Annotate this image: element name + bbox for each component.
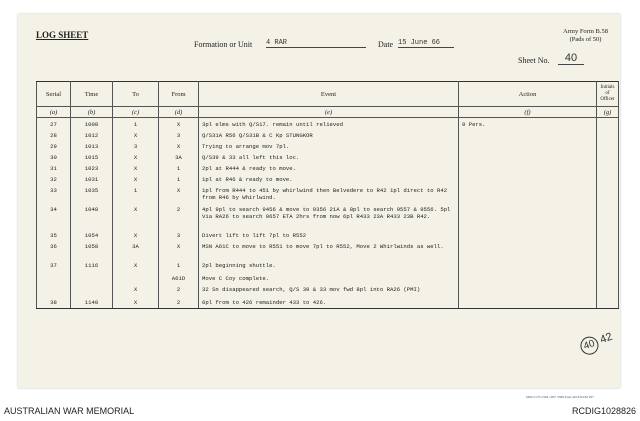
cell-serial: 36 [37, 240, 71, 259]
cell-time: 1031 [71, 173, 113, 184]
table-row [37, 118, 619, 129]
cell-time: 1008 [71, 118, 113, 129]
cell-time: 1058 [71, 240, 113, 259]
col-header-to: To [113, 82, 159, 107]
cell-action [459, 151, 597, 162]
col-header-event: Event [199, 82, 459, 107]
cell-time: 1023 [71, 162, 113, 173]
cell-time: 1015 [71, 151, 113, 162]
cell-time: 1054 [71, 229, 113, 240]
cell-event: Divert lift to lift 7pl to R552 [199, 229, 459, 240]
cell-event: 32 Sn disappeared search, Q/S 39 & 33 mov fwd 8pl into RA26 (PMI) [199, 283, 459, 296]
cell-time [71, 283, 113, 296]
form-reference [563, 28, 608, 44]
cell-event: 6pl from to 426 remainder 433 to 426. [199, 296, 459, 309]
table-row [37, 151, 619, 162]
circled-number: 40 [578, 334, 601, 357]
cell-to: X [113, 283, 159, 296]
cell-serial [37, 272, 71, 283]
cell-serial: 27 [37, 118, 71, 129]
date-label: Date [378, 40, 394, 49]
cell-to: 1 [113, 118, 159, 129]
cell-action [459, 259, 597, 272]
cell-from: 3A [159, 151, 199, 162]
col-letter: (c) [113, 107, 159, 118]
log-body [37, 118, 619, 309]
cell-action [459, 140, 597, 151]
cell-event: 2pl at R444 & ready to move. [199, 162, 459, 173]
cell-time: 1012 [71, 129, 113, 140]
table-row [37, 173, 619, 184]
cell-to: X [113, 203, 159, 229]
col-letter: (f) [459, 107, 597, 118]
cell-action [459, 173, 597, 184]
cell-action [459, 296, 597, 309]
cell-initials [597, 151, 619, 162]
col-header-from: From [159, 82, 199, 107]
col-letter: (e) [199, 107, 459, 118]
cell-serial: 31 [37, 162, 71, 173]
cell-serial [37, 283, 71, 296]
cell-serial: 32 [37, 173, 71, 184]
cell-to: X [113, 162, 159, 173]
cell-from: 3 [159, 229, 199, 240]
cell-event: Q/S31A R56 Q/S31B & C Kp STUNGKOR [199, 129, 459, 140]
cell-to [113, 272, 159, 283]
log-sheet [18, 14, 620, 399]
cell-action [459, 283, 597, 296]
handwritten-annotation [578, 329, 615, 357]
log-table [36, 81, 619, 309]
table-row [37, 259, 619, 272]
cell-event: 4pl 9pl to search 9456 & move to 9356 21A & 8pl to search 9557 & 9556. 5pl Via RA26 to search 9657 ETA 2hrs from now 6pl R433 23A R433 23B R42. [199, 203, 459, 229]
sheet-no-label: Sheet No. [518, 56, 550, 65]
table-row [37, 203, 619, 229]
cell-serial: 33 [37, 184, 71, 203]
cell-initials [597, 203, 619, 229]
cell-from: A61D [159, 272, 199, 283]
cell-initials [597, 296, 619, 309]
table-row [37, 140, 619, 151]
cell-initials [597, 259, 619, 272]
cell-initials [597, 173, 619, 184]
cell-from: X [159, 240, 199, 259]
cell-to: 3 [113, 140, 159, 151]
cell-from: 2 [159, 296, 199, 309]
col-header-serial: Serial [37, 82, 71, 107]
cell-event: Move C Coy complete. [199, 272, 459, 283]
col-header-initials: Initials of Officer [597, 82, 619, 107]
cell-event: MSN A61C to move to R551 to move 7pl to R552, Move 2 Whirlwinds as well. [199, 240, 459, 259]
cell-serial: 37 [37, 259, 71, 272]
cell-action: 9 Pers. [459, 118, 597, 129]
cell-event: Trying to arrange mov 7pl. [199, 140, 459, 151]
cell-time: 1048 [71, 203, 113, 229]
col-header-action: Action [459, 82, 597, 107]
cell-action [459, 129, 597, 140]
cell-from: 2 [159, 203, 199, 229]
form-ref-line2: (Pads of 50) [569, 36, 602, 43]
cell-serial: 34 [37, 203, 71, 229]
cell-from: 2 [159, 283, 199, 296]
col-letter: (d) [159, 107, 199, 118]
date-value: 15 June 66 [398, 39, 454, 48]
cell-serial: 38 [37, 296, 71, 309]
cell-serial: 29 [37, 140, 71, 151]
cell-event: 2pl beginning shuttle. [199, 259, 459, 272]
cell-to: X [113, 229, 159, 240]
cell-to: 1 [113, 184, 159, 203]
cell-initials [597, 240, 619, 259]
formation-value: 4 RAR [266, 39, 366, 48]
cell-time: 1013 [71, 140, 113, 151]
cell-from: 3 [159, 129, 199, 140]
cell-to: X [113, 129, 159, 140]
cell-time: 1140 [71, 296, 113, 309]
col-letter: (g) [597, 107, 619, 118]
caption-left: AUSTRALIAN WAR MEMORIAL [4, 406, 135, 416]
cell-event: 1pl at R46 & ready to move. [199, 173, 459, 184]
cell-from: X [159, 184, 199, 203]
table-row [37, 129, 619, 140]
cell-action [459, 203, 597, 229]
cell-to: X [113, 173, 159, 184]
sheet-title: LOG SHEET [36, 30, 89, 40]
caption-right: RCDIG1028826 [571, 406, 636, 416]
cell-time: 1116 [71, 259, 113, 272]
cell-initials [597, 272, 619, 283]
cell-initials [597, 229, 619, 240]
cell-event: 1pl from R444 to 451 by whirlwind then Belvedere to R42 1pl direct to R42 from R46 by Whirlwind. [199, 184, 459, 203]
cell-from: X [159, 118, 199, 129]
cell-from: 1 [159, 259, 199, 272]
cell-to: X [113, 151, 159, 162]
col-header-time: Time [71, 82, 113, 107]
cell-action [459, 184, 597, 203]
cell-event: Q/S39 & 33 all left this loc. [199, 151, 459, 162]
cell-time: 1035 [71, 184, 113, 203]
cell-initials [597, 283, 619, 296]
cell-initials [597, 129, 619, 140]
form-ref-line1: Army Form B.58 [563, 28, 608, 35]
col-letter: (a) [37, 107, 71, 118]
cell-initials [597, 118, 619, 129]
formation-label: Formation or Unit [194, 40, 253, 49]
table-row [37, 296, 619, 309]
cell-action [459, 240, 597, 259]
cell-from: 1 [159, 173, 199, 184]
table-row [37, 162, 619, 173]
cell-to: X [113, 259, 159, 272]
cell-action [459, 272, 597, 283]
cell-event: 3pl elms with Q/S17. remain until relieved [199, 118, 459, 129]
table-row [37, 229, 619, 240]
cell-to: X [113, 296, 159, 309]
print-code: M82/1170 2304 1967 3398 Pads 4018 RZM 297 [525, 395, 594, 399]
cell-to: 3A [113, 240, 159, 259]
cell-serial: 28 [37, 129, 71, 140]
cell-from: 1 [159, 162, 199, 173]
cell-initials [597, 140, 619, 151]
sheet-no-value: 40 [558, 52, 584, 65]
cell-initials [597, 162, 619, 173]
annotation-extra: 42 [598, 330, 615, 347]
cell-time [71, 272, 113, 283]
table-row [37, 240, 619, 259]
cell-action [459, 229, 597, 240]
col-letter: (b) [71, 107, 113, 118]
cell-serial: 35 [37, 229, 71, 240]
table-row [37, 184, 619, 203]
cell-serial: 30 [37, 151, 71, 162]
cell-from: X [159, 140, 199, 151]
cell-action [459, 162, 597, 173]
table-row [37, 283, 619, 296]
table-row [37, 272, 619, 283]
cell-initials [597, 184, 619, 203]
